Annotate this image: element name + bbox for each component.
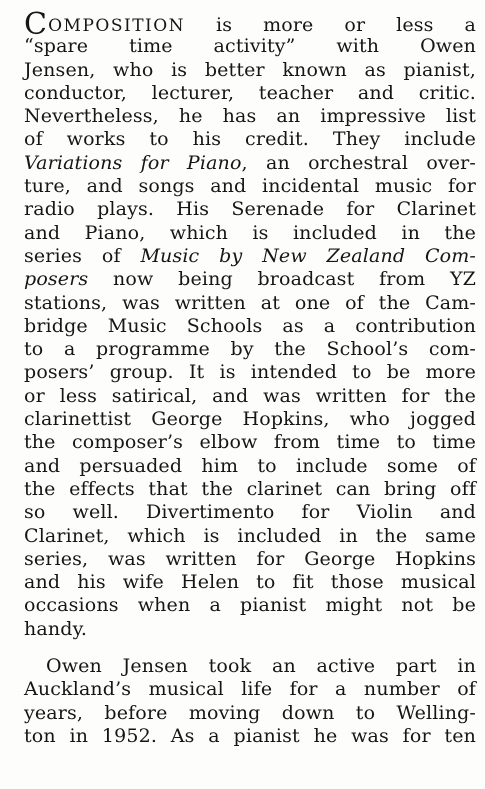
text-line (24, 82, 476, 105)
text-run: conductor, lecturer, teacher and critic. (24, 81, 476, 104)
text-run: Nevertheless, he has an impressive list (24, 105, 476, 128)
text-line (24, 571, 476, 594)
text-run: Jensen, who is better known as pianist, (24, 58, 476, 81)
text-line (24, 408, 476, 431)
paragraph-gap (24, 641, 476, 655)
text-run: occasions when a pianist might not be (24, 594, 476, 617)
text-line (24, 618, 476, 641)
text-run: and his wife Helen to fit those musical (24, 571, 476, 594)
text-line (24, 431, 476, 454)
text-line (24, 175, 476, 198)
text-line (24, 725, 476, 748)
text-run: stations, was written at one of the Cam- (24, 291, 476, 314)
text-line (24, 338, 476, 361)
text-line (24, 152, 476, 175)
text-line (24, 455, 476, 478)
text-line (24, 198, 476, 221)
text-line (24, 105, 476, 128)
text-run: Clarinet, which is included in the same (24, 524, 476, 547)
text-line (24, 702, 476, 725)
text-run: Auckland’s musical life for a number of (24, 678, 476, 701)
text-run: radio plays. His Serenade for Clarinet (24, 198, 476, 221)
text-line (24, 655, 476, 678)
text-run: “spare time activity” with Owen (24, 35, 476, 58)
text-line (24, 501, 476, 524)
text-line (24, 245, 476, 268)
text-line (24, 525, 476, 548)
text-run: and Piano, which is included in the (24, 221, 476, 244)
text-line (24, 7, 476, 42)
text-run: so well. Divertimento for Violin and (24, 501, 476, 524)
article-column (24, 7, 476, 748)
article-paragraph-1 (24, 7, 476, 641)
text-run: , an orchestral over- (241, 151, 476, 174)
text-run: Owen Jensen took an active part in (46, 655, 476, 678)
text-run: to a programme by the School’s com- (24, 338, 476, 361)
text-run: bridge Music Schools as a contribution (24, 314, 476, 337)
text-run: series of (24, 244, 141, 267)
text-run: series, was written for George Hopkins (24, 547, 476, 570)
text-run: ture, and songs and incidental music for (24, 175, 476, 198)
drop-cap-letter: C (24, 7, 48, 42)
text-run: or less satirical, and was written for the (24, 384, 476, 407)
text-run: is more or less a (185, 14, 476, 36)
text-line (24, 315, 476, 338)
text-line (24, 478, 476, 501)
text-run: ton in 1952. As a pianist he was for ten (24, 724, 476, 747)
text-line (24, 292, 476, 315)
text-line (24, 128, 476, 151)
text-line (24, 548, 476, 571)
text-run: posers’ group. It is intended to be more (24, 361, 476, 384)
italic-title: Music by New Zealand Com- (140, 244, 476, 267)
text-line (24, 361, 476, 384)
text-line (24, 594, 476, 617)
text-line (24, 385, 476, 408)
lead-in-word: OMPOSITION (48, 16, 186, 36)
text-run: and persuaded him to include some of (24, 454, 476, 477)
text-run: the effects that the clarinet can bring off (24, 477, 476, 500)
text-line (24, 59, 476, 82)
text-line (24, 222, 476, 245)
article-paragraph-2 (24, 655, 476, 748)
text-line (24, 35, 476, 58)
text-run: clarinettist George Hopkins, who jogged (24, 408, 476, 431)
text-run: the composer’s elbow from time to time (24, 431, 476, 454)
italic-title: Variations for Piano (24, 151, 242, 174)
text-line (24, 678, 476, 701)
italic-title: posers (24, 268, 89, 291)
text-run: years, before moving down to Welling- (24, 701, 476, 724)
text-run: of works to his credit. They include (24, 128, 476, 151)
text-line (24, 268, 476, 291)
text-run: now being broadcast from YZ (88, 268, 476, 291)
text-run: handy. (24, 617, 88, 640)
